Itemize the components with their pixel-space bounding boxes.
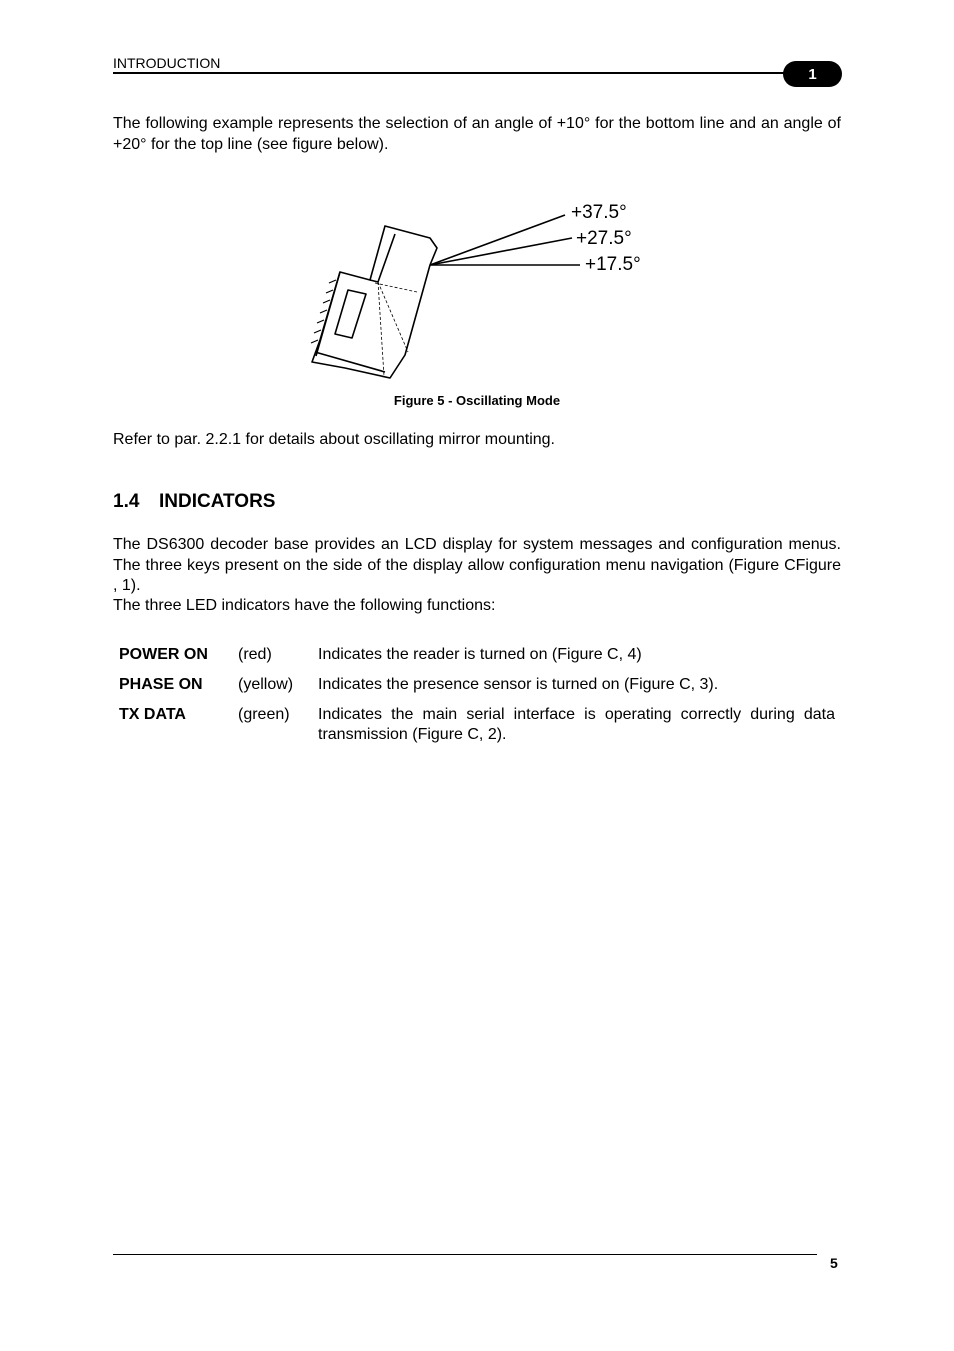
indicator-color: (green) <box>238 706 290 723</box>
indicator-description: Indicates the reader is turned on (Figure C, 4) <box>318 646 642 663</box>
figure-caption: Figure 5 - Oscillating Mode <box>393 393 561 408</box>
indicator-name: TX DATA <box>119 706 186 723</box>
header-rule <box>113 72 803 74</box>
indicator-description: Indicates the presence sensor is turned on (Figure C, 3). <box>318 676 719 693</box>
led-indicator-table <box>113 645 841 755</box>
refer-paragraph: Refer to par. 2.2.1 for details about oscillating mirror mounting. <box>113 431 555 448</box>
footer-rule <box>113 1254 817 1255</box>
led-intro-paragraph: The three LED indicators have the following functions: <box>113 597 496 614</box>
chapter-badge: 1 <box>783 61 842 87</box>
header-section-label: INTRODUCTION <box>113 55 221 71</box>
indicators-paragraph: The DS6300 decoder base provides an LCD display for system messages and configuration menus. The three keys present on the side of the display allow configuration menu navigation (Figure CFigure , 1). <box>113 536 841 594</box>
section-title: INDICATORS <box>159 491 276 512</box>
table-row <box>113 705 841 755</box>
table-row <box>113 645 841 675</box>
indicator-color: (red) <box>238 646 272 663</box>
page-number: 5 <box>830 1255 838 1271</box>
angle-label-top: +37.5° <box>571 202 627 223</box>
indicator-color: (yellow) <box>238 676 294 693</box>
indicator-name: PHASE ON <box>119 676 203 693</box>
indicator-description: Indicates the main serial interface is operating correctly during data transmission (Figure C, 2). <box>318 706 835 743</box>
intro-paragraph: The following example represents the selection of an angle of +10° for the bottom line and an angle of +20° for the top line (see figure below). <box>113 115 841 153</box>
section-heading <box>113 491 275 513</box>
indicator-name: POWER ON <box>119 646 208 663</box>
angle-label-bottom: +17.5° <box>585 254 641 275</box>
section-number: 1.4 <box>113 491 140 512</box>
angle-label-middle: +27.5° <box>576 228 632 249</box>
table-row <box>113 675 841 705</box>
oscillating-mode-figure <box>300 190 670 390</box>
